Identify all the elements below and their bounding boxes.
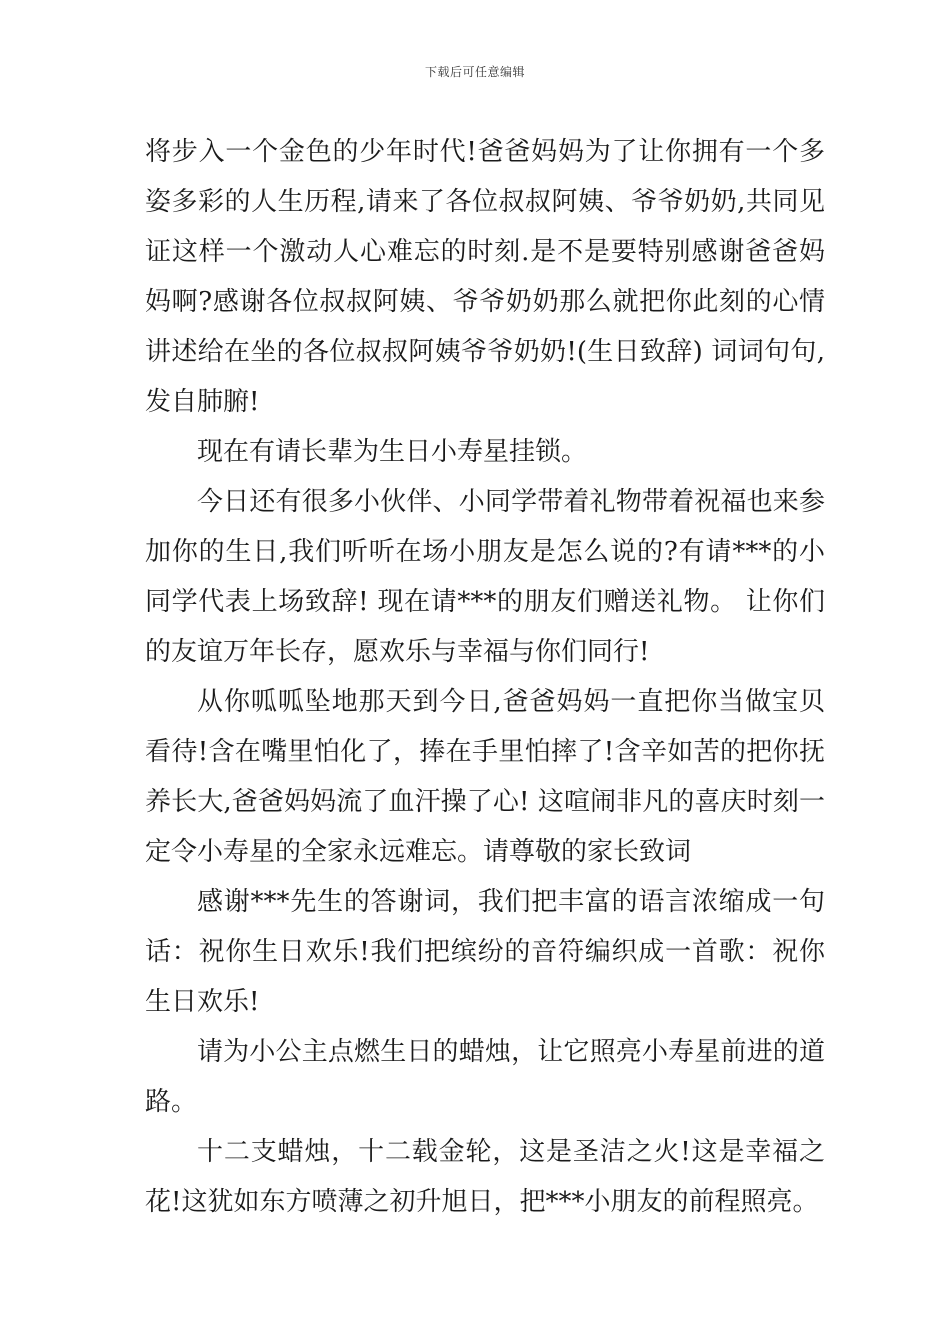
paragraph-5: 感谢***先生的答谢词，我们把丰富的语言浓缩成一句话：祝你生日欢乐!我们把缤纷的音符编织成一首歌：祝你生日欢乐! <box>145 887 825 1017</box>
paragraph-4: 从你呱呱坠地那天到今日,爸爸妈妈一直把你当做宝贝看待!含在嘴里怕化了，捧在手里怕摔了!含辛如苦的把你抚养长大,爸爸妈妈流了血汗操了心! 这喧闹非凡的喜庆时刻一定令小寿星的全家永远难忘。请尊敬的家长致词 <box>145 687 825 867</box>
paragraph-6: 请为小公主点燃生日的蜡烛，让它照亮小寿星前进的道路。 <box>145 1037 825 1117</box>
document-body <box>145 127 825 1227</box>
paragraph-7: 十二支蜡烛，十二载金轮，这是圣洁之火!这是幸福之花!这犹如东方喷薄之初升旭日，把***小朋友的前程照亮。 <box>145 1137 825 1217</box>
paragraph-2: 现在有请长辈为生日小寿星挂锁。 <box>197 437 588 467</box>
paragraph-3: 今日还有很多小伙伴、小同学带着礼物带着祝福也来参加你的生日,我们听听在场小朋友是怎么说的?有请***的小同学代表上场致辞! 现在请***的朋友们赠送礼物。 让你们的友谊万年长存，愿欢乐与幸福与你们同行! <box>145 487 825 667</box>
paragraph-1: 将步入一个金色的少年时代!爸爸妈妈为了让你拥有一个多姿多彩的人生历程,请来了各位叔叔阿姨、爷爷奶奶,共同见证这样一个激动人心难忘的时刻.是不是要特别感谢爸爸妈妈啊?感谢各位叔叔阿姨、爷爷奶奶那么就把你此刻的心情讲述给在坐的各位叔叔阿姨爷爷奶奶!(生日致辞) 词词句句,发自肺腑! <box>145 137 825 417</box>
page-header: 下载后可任意编辑 <box>424 65 525 79</box>
